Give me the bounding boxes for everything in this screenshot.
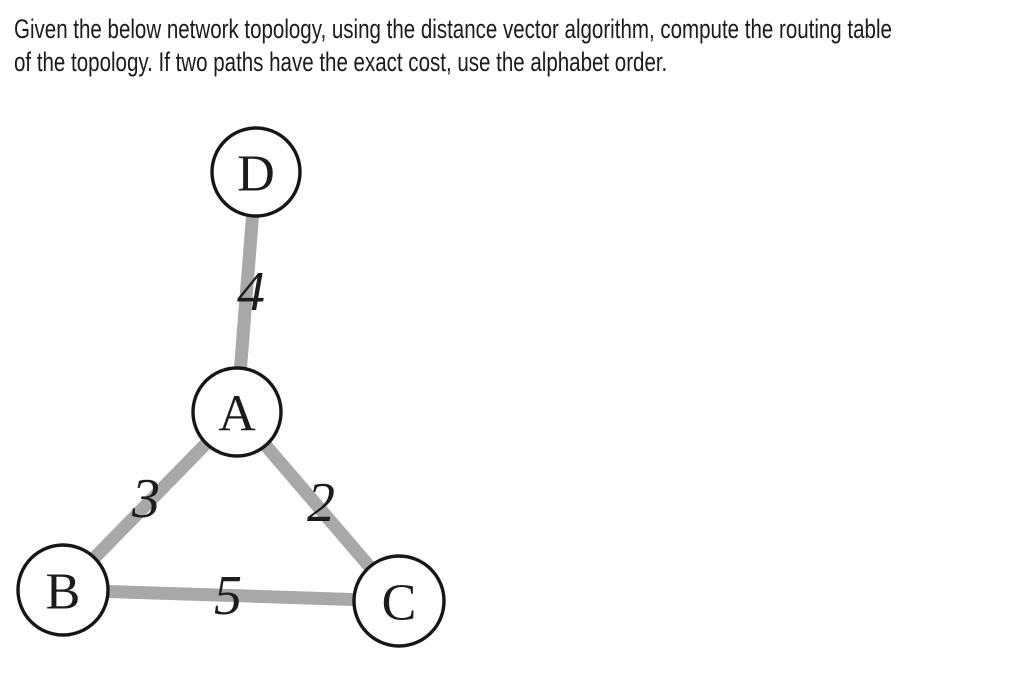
- node-a-label: A: [218, 385, 256, 443]
- node-a: [193, 368, 281, 456]
- edge-cost-a-c: 2: [307, 472, 335, 534]
- question-line-2: of the topology. If two paths have the exact cost, use the alphabet order.: [14, 47, 668, 77]
- node-d: [212, 128, 300, 216]
- edge-cost-d-a: 4: [237, 261, 265, 323]
- node-b-label: B: [45, 563, 81, 621]
- question-line-1: Given the below network topology, using the distance vector algorithm, compute the routing table: [14, 14, 892, 44]
- node-c-label: C: [381, 574, 417, 632]
- node-d-label: D: [237, 145, 275, 203]
- node-b: [18, 545, 108, 635]
- edge-cost-a-b: 3: [132, 468, 160, 530]
- edge-cost-b-c: 5: [214, 565, 242, 627]
- node-c: [354, 556, 444, 646]
